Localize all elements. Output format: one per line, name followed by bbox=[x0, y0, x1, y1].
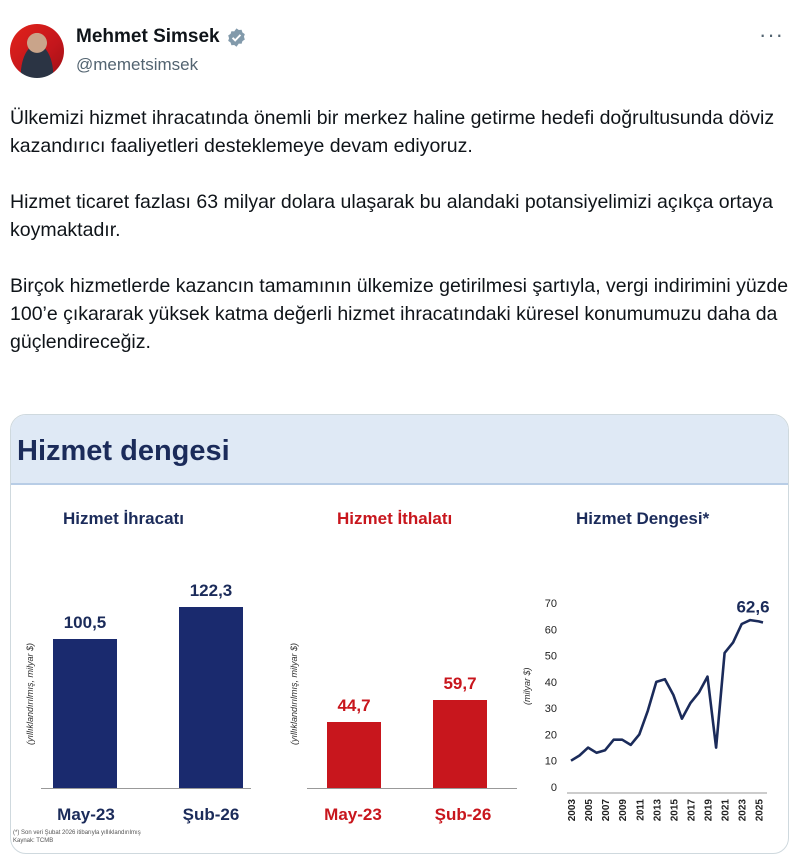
author-name-row bbox=[76, 26, 247, 48]
media-title: Hizmet dengesi bbox=[17, 435, 230, 467]
export-y-axis-label: (yıllıklandırılmış, milyar $) bbox=[25, 642, 35, 745]
balance-y-axis-label: (milyar $) bbox=[522, 667, 532, 705]
import-bar bbox=[327, 722, 381, 788]
balance-x-tick-label: 2025 bbox=[754, 799, 766, 822]
balance-y-tick-label: 40 bbox=[544, 676, 557, 689]
balance-line-chart bbox=[511, 575, 781, 845]
balance-x-tick-label: 2003 bbox=[567, 799, 578, 822]
balance-y-tick-label: 20 bbox=[544, 729, 557, 742]
balance-x-tick-label: 2005 bbox=[584, 799, 596, 822]
balance-last-value-label: 62,6 bbox=[736, 597, 770, 617]
author-handle[interactable]: @memetsimsek bbox=[76, 55, 199, 74]
tweet-text bbox=[10, 104, 790, 356]
balance-x-tick-label: 2015 bbox=[669, 799, 681, 822]
export-bar-value-label: 100,5 bbox=[63, 613, 107, 633]
import-bar bbox=[433, 700, 487, 788]
balance-x-tick-label: 2009 bbox=[618, 799, 630, 822]
balance-x-tick-label: 2019 bbox=[703, 799, 715, 822]
import-x-label: Şub-26 bbox=[434, 805, 492, 824]
balance-x-tick-label: 2013 bbox=[652, 799, 664, 822]
balance-x-tick-label: 2021 bbox=[720, 799, 732, 822]
export-chart-title: Hizmet İhracatı bbox=[63, 509, 184, 528]
export-x-label: May-23 bbox=[57, 805, 115, 824]
balance-y-tick-label: 0 bbox=[550, 782, 557, 794]
import-x-label: May-23 bbox=[324, 805, 382, 824]
footnote-source: Kaynak: TCMB bbox=[13, 838, 54, 844]
import-bar-value-label: 59,7 bbox=[443, 673, 477, 693]
balance-x-tick-label: 2017 bbox=[686, 799, 698, 822]
avatar[interactable] bbox=[10, 24, 64, 78]
export-bar-value-label: 122,3 bbox=[189, 580, 233, 600]
import-chart-title: Hizmet İthalatı bbox=[337, 509, 453, 528]
tweet-header bbox=[0, 0, 800, 90]
balance-y-tick-label: 30 bbox=[544, 703, 557, 716]
balance-y-tick-label: 10 bbox=[544, 755, 557, 768]
media-title-bar bbox=[11, 415, 788, 485]
author-name[interactable]: Mehmet Simsek bbox=[76, 26, 220, 47]
export-x-label: Şub-26 bbox=[182, 805, 240, 824]
balance-y-tick-label: 60 bbox=[544, 624, 557, 637]
export-bar bbox=[179, 607, 243, 788]
verified-badge-icon bbox=[226, 27, 247, 48]
footnote-line: (*) Son veri Şubat 2026 itibarıyla yıllıklandırılmış bbox=[13, 830, 141, 836]
import-bar-value-label: 44,7 bbox=[337, 695, 371, 715]
tweet-paragraph: Birçok hizmetlerde kazancın tamamının ülkemize getirilmesi şartıyla, vergi indirimini yüzde 100’e çıkararak yüksek katma değerli hizmet ihracatındaki küresel konumumuzu daha da güçlendireceğiz. bbox=[10, 275, 789, 353]
tweet-media-image[interactable] bbox=[10, 414, 789, 854]
balance-x-tick-label: 2007 bbox=[601, 799, 613, 822]
tweet-paragraph: Ülkemizi hizmet ihracatında önemli bir merkez haline getirme hedefi doğrultusunda döviz kazandırıcı faaliyetleri desteklemeye devam ediyoruz. bbox=[10, 107, 775, 157]
import-baseline bbox=[307, 788, 517, 789]
chart-footnote bbox=[13, 829, 141, 845]
balance-x-tick-label: 2023 bbox=[737, 799, 749, 822]
balance-y-tick-label: 50 bbox=[544, 650, 557, 663]
more-options-icon[interactable]: ··· bbox=[759, 22, 784, 47]
export-bar bbox=[53, 639, 117, 788]
tweet-paragraph: Hizmet ticaret fazlası 63 milyar dolara ulaşarak bu alandaki potansiyelimizi açıkça ortaya koymaktadır. bbox=[10, 191, 774, 241]
export-baseline bbox=[41, 788, 251, 789]
balance-y-tick-label: 70 bbox=[544, 598, 557, 610]
balance-series-line bbox=[571, 620, 763, 761]
balance-x-tick-label: 2011 bbox=[635, 799, 647, 821]
import-y-axis-label: (yıllıklandırılmış, milyar $) bbox=[289, 642, 299, 745]
balance-chart-title: Hizmet Dengesi* bbox=[576, 509, 710, 528]
